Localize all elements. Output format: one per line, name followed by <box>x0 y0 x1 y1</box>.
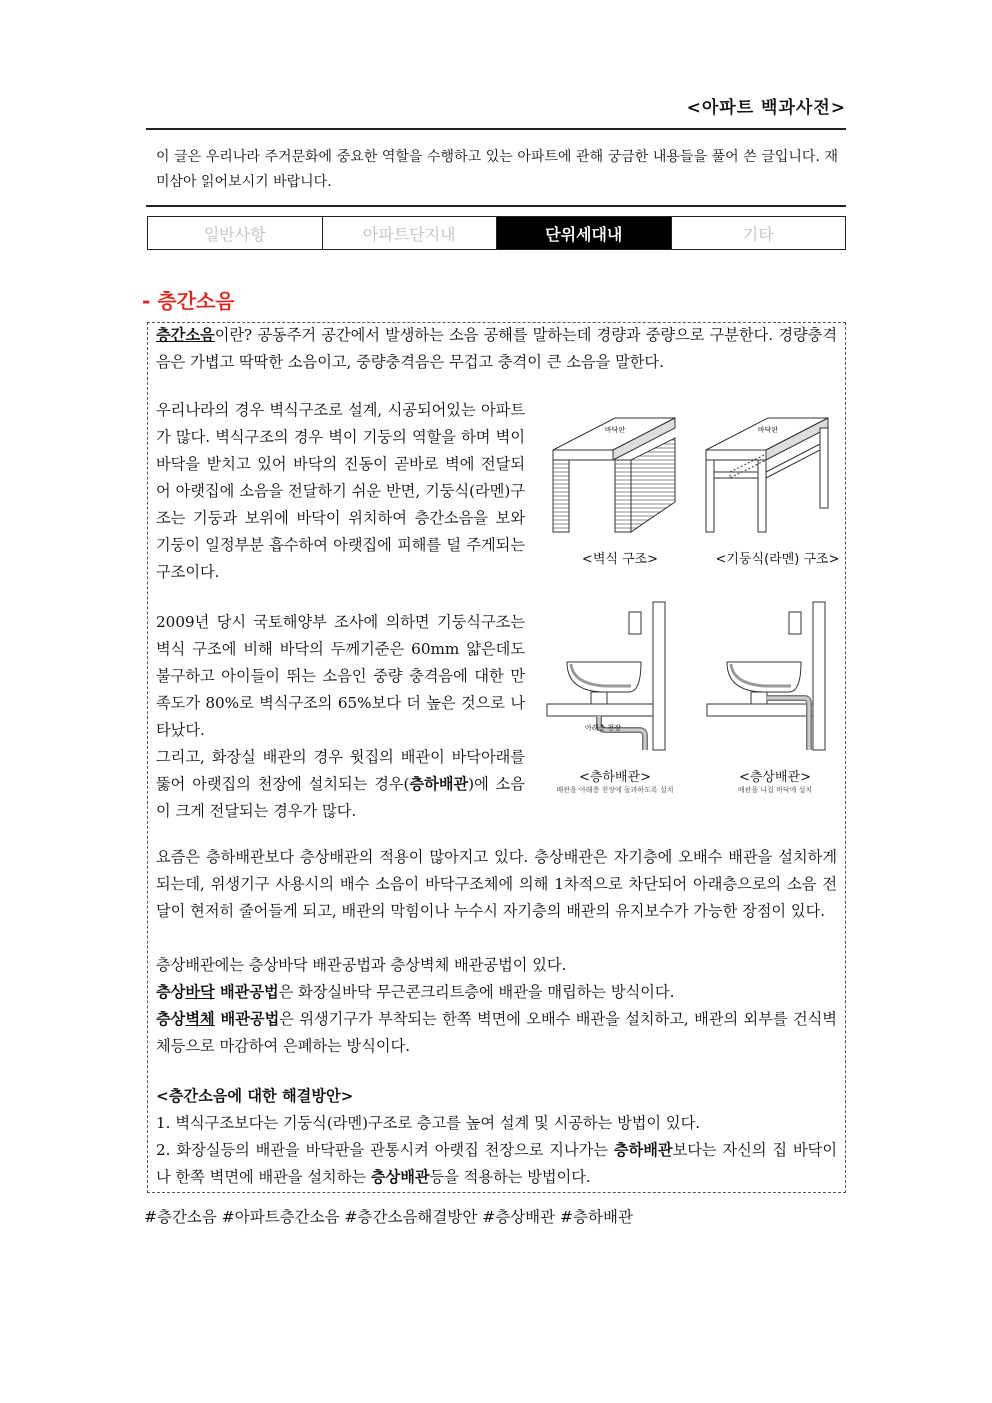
wall-method-term-a: 층상 <box>156 1010 186 1028</box>
tab-complex[interactable]: 아파트단지내 <box>323 217 498 249</box>
paragraph-wall-method <box>156 1006 837 1060</box>
paragraph-floor-method <box>156 979 837 1006</box>
above-pipe-note: 배관을 니집 바닥에 설치 <box>737 786 813 794</box>
term-below-pipe: 층하배관 <box>409 775 469 793</box>
tab-general[interactable]: 일반사항 <box>148 217 323 249</box>
below-pipe-note: 배관을 아래층 천장에 돌과하도록 설치 <box>556 786 674 794</box>
column-structure-caption: <기둥식(라멘) 구조> <box>715 552 840 567</box>
above-pipe-figure <box>705 600 845 755</box>
paragraph-structure: 우리나라의 경우 벽식구조로 설계, 시공되어있는 아파트가 많다. 벽식구조의 경우 벽이 기둥의 역할을 하며 벽이 바닥을 받치고 있어 바닥의 진동이 곧바로 벽에 전달되어 아랫집에 소음을 전달하기 쉬운 반면, 기둥식(라멘)구조는 기둥과 보위에 바닥이 위치하여 층간소음을 보와 기둥이 일정부분 흡수하여 아랫집에 피해를 덜 주게되는 구조이다. <box>156 401 525 581</box>
solution-2-text-b: 보다는 자신의 집 바닥이나 한쪽 벽면에 배관을 설치하는 <box>156 1141 837 1186</box>
category-tabs <box>147 216 846 250</box>
intro-divider <box>146 205 846 207</box>
solutions-title: <층간소음에 대한 해결방안> <box>156 1087 354 1105</box>
paragraph-methods: 층상배관에는 층상바닥 배관공법과 층상벽체 배관공법이 있다. <box>156 956 567 974</box>
ceiling-label: 아래층 천장 <box>585 724 622 732</box>
paragraph-survey: 2009년 당시 국토해양부 조사에 의하면 기둥식구조는 벽식 구조에 비해 바닥의 두께기준은 60mm 얇은데도 불구하고 아이들이 뛰는 소음인 중량 충격음에 대한 만족도가 80%로 벽식구조의 65%보다 더 높은 것으로 나타났다. <box>156 613 525 739</box>
term-floor-noise: 층간소음 <box>156 326 215 344</box>
wall-method-term-c: 배관공법 <box>214 1010 280 1028</box>
intro-text: 이 글은 우리나라 주거문화에 중요한 역할을 수행하고 있는 아파트에 관해 궁금한 내용들을 풀어 쓴 글입니다. 재미삼아 읽어보시기 바랍니다. <box>156 149 838 190</box>
slab-label-2: 바닥판 <box>757 426 779 434</box>
floor-method-term-a: 층상 <box>156 983 186 1001</box>
solution-2-text-c: 등을 적용하는 방법이다. <box>429 1168 591 1186</box>
wall-method-term-b: 벽체 <box>185 1010 215 1028</box>
above-pipe-caption: <층상배관> <box>738 770 812 785</box>
definition-text: 이란? 공동주거 공간에서 발생하는 소음 공해를 말하는데 경량과 중량으로 구분한다. 경량충격음은 가볍고 딱딱한 소음이고, 중량충격음은 무겁고 충격이 큰 소음을 말한다. <box>156 326 837 371</box>
column-structure-figure <box>700 410 840 540</box>
solution-1: 1. 벽식구조보다는 기둥식(라멘)구조로 층고를 높여 설계 및 시공하는 방법이 있다. <box>156 1114 701 1132</box>
hashtags[interactable]: #층간소음 #아파트층간소음 #층간소음해결방안 #층상배관 #층하배관 <box>144 1208 633 1226</box>
floor-method-term-b: 바닥 <box>185 983 215 1001</box>
solution-2-term-above: 층상배관 <box>370 1168 430 1186</box>
top-divider <box>146 128 846 130</box>
below-pipe-caption: <층하배관> <box>578 770 652 785</box>
pipe-text-a: 그리고, 화장실 배관의 경우 윗집의 배관이 바닥아래를 뚫어 아랫집의 천장에 설치되는 경우( <box>156 748 525 793</box>
tab-unit[interactable]: 단위세대내 <box>497 217 672 249</box>
solution-2-term-below: 층하배관 <box>613 1141 673 1159</box>
slab-label: 바닥판 <box>604 426 626 434</box>
tab-other[interactable]: 기타 <box>742 224 774 244</box>
solution-2 <box>156 1137 837 1191</box>
paragraph-definition <box>156 322 837 376</box>
document-title: <아파트 백과사전> <box>686 98 846 118</box>
paragraph-above-pipe: 요즘은 층하배관보다 층상배관의 적용이 많아지고 있다. 층상배관은 자기층에 오배수 배관을 설치하게 되는데, 위생기구 사용시의 배수 소음이 바닥구조체에 의해 1차적으로 차단되어 아래층으로의 소음 전달이 현저히 줄어들게 되고, 배관의 막힘이나 누수시 자기층의 배관의 유지보수가 가능한 장점이 있다. <box>156 848 837 920</box>
wall-structure-caption: <벽식 구조> <box>581 552 659 567</box>
floor-method-text: 은 화장실바닥 무근콘크리트층에 배관을 매립하는 방식이다. <box>278 983 675 1001</box>
below-pipe-figure <box>545 600 685 755</box>
pipe-text-b: )에 소음이 크게 전달되는 경우가 많다. <box>156 775 525 820</box>
section-title: - 층간소음 <box>142 289 235 313</box>
wall-structure-figure <box>545 410 685 540</box>
paragraph-pipe <box>156 744 525 825</box>
wall-method-text: 은 위생기구가 부착되는 한쪽 벽면에 오배수 배관을 설치하고, 배관의 외부를 건식벽체등으로 마감하여 은폐하는 방식이다. <box>156 1010 837 1055</box>
floor-method-term-c: 배관공법 <box>214 983 279 1001</box>
solution-2-text-a: 2. 화장실등의 배관을 바닥판을 관통시켜 아랫집 천장으로 지나가는 <box>156 1141 614 1159</box>
